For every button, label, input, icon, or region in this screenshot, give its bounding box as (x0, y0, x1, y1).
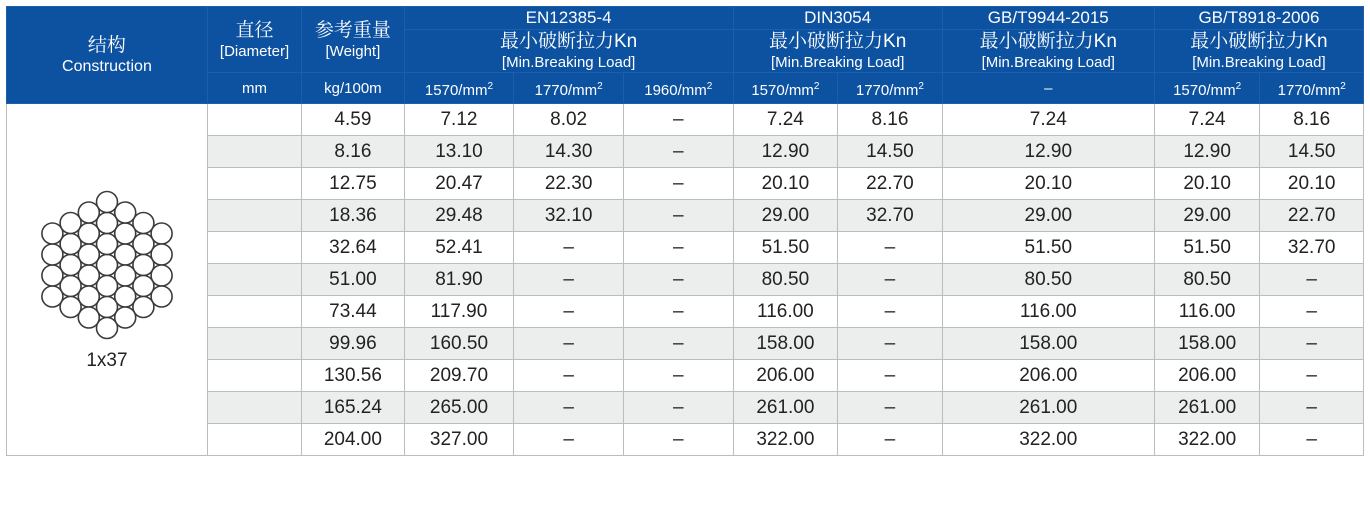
cell-value: 209.70 (404, 360, 514, 392)
cell-value: 261.00 (733, 392, 838, 424)
header-breaking-en-2: [Min.Breaking Load] (770, 54, 905, 71)
header-breaking-gbt8918 (1154, 30, 1363, 73)
cell-value: 116.00 (1154, 296, 1260, 328)
cell-value: – (1260, 328, 1364, 360)
cell-weight: 51.00 (302, 264, 404, 296)
table-row (7, 328, 1364, 360)
header-breaking-cn-3: 最小破断拉力Kn (979, 31, 1117, 52)
header-breaking-cn-2: 最小破断拉力Kn (769, 31, 907, 52)
cell-diameter (207, 168, 301, 200)
header-breaking-cn-4: 最小破断拉力Kn (1190, 31, 1328, 52)
cell-value: 14.30 (514, 136, 624, 168)
header-grade-en12385-1960: $1960/mm^2$ (623, 73, 733, 104)
cell-value: – (838, 296, 943, 328)
cell-value: – (623, 392, 733, 424)
cell-value: 261.00 (1154, 392, 1260, 424)
construction-diagram-cell (7, 104, 208, 456)
cell-value: – (623, 264, 733, 296)
cell-weight: 4.59 (302, 104, 404, 136)
cell-value: 14.50 (1260, 136, 1364, 168)
cell-diameter (207, 232, 301, 264)
header-grade-en12385-1770: $1770/mm^2$ (514, 73, 624, 104)
cell-value: 22.30 (514, 168, 624, 200)
cell-value: – (623, 424, 733, 456)
cell-value: 80.50 (733, 264, 838, 296)
cell-value: – (1260, 296, 1364, 328)
cell-value: 51.50 (733, 232, 838, 264)
table-row (7, 424, 1364, 456)
cell-value: 7.12 (404, 104, 514, 136)
header-diameter-cn: 直径 (235, 19, 274, 41)
cell-value: – (623, 328, 733, 360)
cell-value: – (838, 232, 943, 264)
cell-value: – (1260, 264, 1364, 296)
cell-value: 160.50 (404, 328, 514, 360)
cell-value: 327.00 (404, 424, 514, 456)
cell-value: 116.00 (942, 296, 1154, 328)
cell-value: 322.00 (1154, 424, 1260, 456)
cell-weight: 204.00 (302, 424, 404, 456)
cell-value: 20.10 (942, 168, 1154, 200)
header-breaking-en-3: [Min.Breaking Load] (981, 54, 1115, 71)
header-breaking-en-1: [Min.Breaking Load] (501, 54, 636, 71)
cell-value: 158.00 (733, 328, 838, 360)
cell-value: 22.70 (1260, 200, 1364, 232)
cell-diameter (207, 264, 301, 296)
cell-weight: 8.16 (302, 136, 404, 168)
header-breaking-en12385 (404, 30, 733, 73)
cell-diameter (207, 360, 301, 392)
cell-value: 117.90 (404, 296, 514, 328)
construction-label: 1x37 (86, 349, 128, 371)
cell-value: 20.10 (1260, 168, 1364, 200)
cell-value: – (623, 200, 733, 232)
cell-value: 206.00 (1154, 360, 1260, 392)
header-diameter-en: [Diameter] (219, 42, 290, 60)
cell-value: 12.90 (942, 136, 1154, 168)
header-breaking-en-4: [Min.Breaking Load] (1192, 54, 1326, 71)
cell-weight: 99.96 (302, 328, 404, 360)
cell-diameter (207, 136, 301, 168)
header-construction-cn: 结构 (87, 34, 126, 56)
cell-value: – (514, 424, 624, 456)
cell-weight: 165.24 (302, 392, 404, 424)
cell-value: 32.10 (514, 200, 624, 232)
cell-diameter (207, 392, 301, 424)
cell-value: 14.50 (838, 136, 943, 168)
cell-diameter (207, 104, 301, 136)
cell-value: – (623, 360, 733, 392)
cell-value: – (838, 328, 943, 360)
wire-rope-cross-section-icon (32, 190, 182, 340)
cell-value: 12.90 (1154, 136, 1260, 168)
cell-value: 8.02 (514, 104, 624, 136)
table-row (7, 104, 1364, 136)
header-breaking-din3054 (733, 30, 942, 73)
cell-weight: 73.44 (302, 296, 404, 328)
cell-value: 29.00 (1154, 200, 1260, 232)
cell-value: 29.00 (942, 200, 1154, 232)
cell-value: – (1260, 360, 1364, 392)
cell-value: – (838, 360, 943, 392)
cell-value: 322.00 (942, 424, 1154, 456)
header-unit-diameter: mm (207, 73, 301, 104)
cell-value: 158.00 (942, 328, 1154, 360)
table-row (7, 200, 1364, 232)
table-row (7, 264, 1364, 296)
header-weight-cn: 参考重量 (314, 19, 391, 41)
header-unit-weight: kg/100m (302, 73, 404, 104)
cell-value: 51.50 (942, 232, 1154, 264)
cell-diameter (207, 424, 301, 456)
cell-value: 20.47 (404, 168, 514, 200)
header-standard-gbt9944: GB/T9944-2015 (942, 7, 1154, 30)
cell-value: – (623, 296, 733, 328)
cell-value: 261.00 (942, 392, 1154, 424)
header-grade-gbt9944: – (942, 73, 1154, 104)
cell-value: 51.50 (1154, 232, 1260, 264)
table-row (7, 136, 1364, 168)
cell-value: 7.24 (1154, 104, 1260, 136)
cell-value: 265.00 (404, 392, 514, 424)
cell-value: – (623, 104, 733, 136)
table-row (7, 360, 1364, 392)
header-diameter (207, 7, 301, 73)
header-weight-en: [Weight] (325, 42, 381, 60)
cell-weight: 32.64 (302, 232, 404, 264)
cell-value: 13.10 (404, 136, 514, 168)
cell-value: 29.48 (404, 200, 514, 232)
cell-diameter (207, 328, 301, 360)
cell-value: 12.90 (733, 136, 838, 168)
cell-value: – (838, 264, 943, 296)
cell-diameter (207, 296, 301, 328)
cell-value: – (838, 424, 943, 456)
header-breaking-gbt9944 (942, 30, 1154, 73)
cell-value: 8.16 (1260, 104, 1364, 136)
cell-value: 20.10 (733, 168, 838, 200)
cell-value: – (514, 264, 624, 296)
cell-value: – (514, 328, 624, 360)
cell-value: 20.10 (1154, 168, 1260, 200)
cell-value: 52.41 (404, 232, 514, 264)
cell-value: – (1260, 424, 1364, 456)
wire-rope-spec-table (6, 6, 1364, 456)
table-row (7, 296, 1364, 328)
table-row (7, 232, 1364, 264)
cell-value: 29.00 (733, 200, 838, 232)
cell-value: 8.16 (838, 104, 943, 136)
header-weight (302, 7, 404, 73)
cell-value: 206.00 (733, 360, 838, 392)
cell-value: – (514, 392, 624, 424)
header-grade-en12385-1570: $1570/mm^2$ (404, 73, 514, 104)
header-breaking-cn-1: 最小破断拉力Kn (500, 31, 638, 52)
cell-diameter (207, 200, 301, 232)
cell-value: 80.50 (942, 264, 1154, 296)
cell-value: – (514, 232, 624, 264)
cell-value: 81.90 (404, 264, 514, 296)
cell-value: – (1260, 392, 1364, 424)
table-row (7, 392, 1364, 424)
cell-value: – (623, 168, 733, 200)
header-row-3 (7, 73, 1364, 104)
header-construction-en: Construction (62, 57, 152, 75)
cell-value: 7.24 (733, 104, 838, 136)
cell-value: 158.00 (1154, 328, 1260, 360)
header-grade-gbt8918-1770: $1770/mm^2$ (1260, 73, 1364, 104)
header-grade-din3054-1570: $1570/mm^2$ (733, 73, 838, 104)
cell-value: – (514, 296, 624, 328)
cell-value: 116.00 (733, 296, 838, 328)
cell-value: 22.70 (838, 168, 943, 200)
cell-value: – (514, 360, 624, 392)
header-standard-din3054: DIN3054 (733, 7, 942, 30)
cell-value: 7.24 (942, 104, 1154, 136)
header-standard-en12385: EN12385-4 (404, 7, 733, 30)
header-standard-gbt8918: GB/T8918-2006 (1154, 7, 1363, 30)
cell-value: 322.00 (733, 424, 838, 456)
header-construction (7, 7, 208, 104)
cell-value: 32.70 (838, 200, 943, 232)
table-row (7, 168, 1364, 200)
header-grade-din3054-1770: $1770/mm^2$ (838, 73, 943, 104)
header-row-1 (7, 7, 1364, 30)
cell-value: 32.70 (1260, 232, 1364, 264)
cell-value: – (838, 392, 943, 424)
header-grade-gbt8918-1570: $1570/mm^2$ (1154, 73, 1260, 104)
cell-weight: 130.56 (302, 360, 404, 392)
cell-weight: 18.36 (302, 200, 404, 232)
cell-value: 206.00 (942, 360, 1154, 392)
cell-value: – (623, 232, 733, 264)
cell-value: 80.50 (1154, 264, 1260, 296)
cell-value: – (623, 136, 733, 168)
cell-weight: 12.75 (302, 168, 404, 200)
